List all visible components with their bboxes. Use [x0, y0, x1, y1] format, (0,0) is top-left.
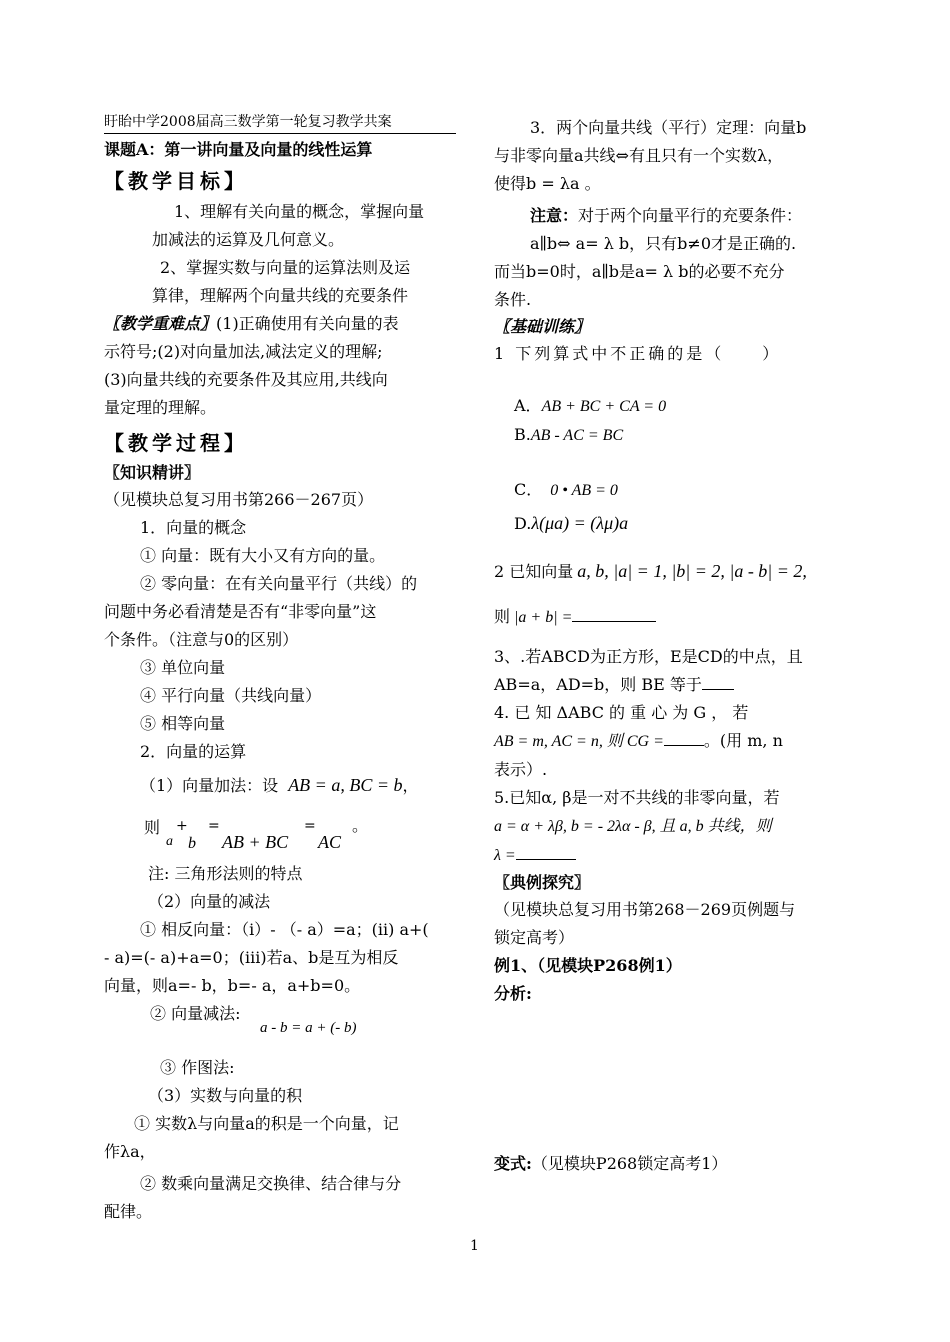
- add-expr: AB + BC: [222, 832, 289, 852]
- lesson-title: 课题A：第一讲向量及向量的线性运算: [104, 140, 373, 159]
- option-d-formula: λ(μa) = (λμ)a: [531, 513, 629, 533]
- addition-label: （1）向量加法：设: [140, 776, 279, 795]
- question-4-b: [494, 727, 850, 756]
- add-eq: =: [208, 818, 220, 834]
- process-title: 【教学过程】: [104, 431, 248, 455]
- option-d-label: D.: [514, 514, 532, 533]
- addition-setup-math: AB = a, BC = b: [288, 775, 403, 795]
- theorem-line-3: 使得b = λa 。: [494, 174, 601, 193]
- question-3-b: [494, 671, 850, 699]
- key-text-1: (1)正确使用有关向量的表: [216, 314, 399, 333]
- reference-1: （见模块总复习用书第266－267页）: [104, 490, 374, 509]
- scalar-product-3: ② 数乘向量满足交换律、结合律与分: [140, 1174, 402, 1193]
- question-5-c: [494, 841, 850, 870]
- subtraction-heading: （2）向量的减法: [148, 892, 271, 911]
- key-points-4: 量定理的理解。: [104, 398, 217, 417]
- addition-comma: ，: [402, 776, 419, 795]
- concept-zero-vector-2: 问题中务必看清楚是否有“非零向量”这: [104, 602, 377, 621]
- vector-subtraction: [104, 1000, 456, 1044]
- theorem-line-1: 3．两个向量共线（平行）定理：向量b: [530, 118, 807, 137]
- left-column: [104, 136, 456, 1226]
- answer-blank-5[interactable]: [516, 859, 576, 860]
- key-points-1: [104, 310, 456, 338]
- concept-parallel-vector: ④ 平行向量（共线向量）: [140, 686, 322, 705]
- question-5: 5.已知α, β是一对不共线的非零向量，若: [494, 788, 780, 807]
- question-2-formula: a, b, |a| = 1, |b| = 2, |a - b| = 2,: [577, 561, 807, 581]
- opposite-vector-1: ① 相反向量：（i）- （- a）=a；(ii) a+(: [140, 920, 429, 939]
- goal-1a: 1、理解有关向量的概念，掌握向量: [174, 202, 425, 221]
- add-result: AC: [318, 832, 342, 852]
- variant: [494, 1150, 850, 1178]
- key-points-3: (3)向量共线的充要条件及其应用,共线向: [104, 370, 388, 389]
- variant-label: 变式:: [494, 1154, 532, 1173]
- add-end: 。: [352, 816, 369, 835]
- example-1-text: （见模块P268例1）: [537, 956, 682, 975]
- example-1-label: 例1、: [494, 956, 538, 975]
- add-plus: +: [176, 818, 188, 834]
- question-2-label: 2 已知向量: [494, 562, 574, 581]
- triangle-note: 注: 三角形法则的特点: [148, 864, 303, 883]
- goal-2b: 算律，理解两个向量共线的充要条件: [152, 286, 409, 305]
- option-a-label: A．: [514, 396, 542, 415]
- opposite-vector-3: 向量，则a=- b，b=- a，a+b=0。: [104, 976, 361, 995]
- option-d: [494, 509, 850, 543]
- question-4-formula: AB = m, AC = n, 则 CG =: [494, 733, 664, 750]
- option-b: [494, 421, 850, 450]
- goal-1b: 加减法的运算及几何意义。: [152, 230, 345, 249]
- option-a: [494, 392, 850, 421]
- note-line-4: 条件.: [494, 290, 532, 309]
- subtraction-label: ② 向量减法:: [150, 1004, 241, 1023]
- add-b: b: [188, 835, 196, 852]
- scalar-product-4: 配律。: [104, 1202, 153, 1221]
- note-line-3: 而当b=0时，a∥b是a= λ b的必要不充分: [494, 262, 785, 281]
- scalar-product-2: 作λa，: [104, 1142, 156, 1161]
- question-2-answer-formula: |a + b| =: [514, 609, 573, 626]
- scalar-product-1: ① 实数λ与向量a的积是一个向量，记: [134, 1114, 399, 1133]
- note-text-1: 对于两个向量平行的充要条件：: [578, 206, 803, 225]
- option-c-formula: 0 • AB = 0: [550, 482, 618, 499]
- question-5-lambda: λ =: [494, 847, 516, 864]
- question-2-then: 则: [494, 607, 511, 626]
- option-c-label: C．: [514, 480, 543, 499]
- question-4-c: 表示）.: [494, 760, 548, 779]
- theorem-line-2: 与非零向量a共线⇔有且只有一个实数λ，: [494, 146, 784, 165]
- concept-zero-vector: ② 零向量：在有关向量平行（共线）的: [140, 574, 418, 593]
- question-2-answer: [494, 603, 850, 637]
- reference-2a: （见模块总复习用书第268－269页例题与: [494, 900, 796, 919]
- note-line-1: [494, 202, 850, 230]
- option-b-label: B.: [514, 425, 531, 444]
- scalar-product-heading: （3）实数与向量的积: [148, 1086, 303, 1105]
- examples-title: 〖典例探究〗: [494, 873, 591, 892]
- answer-blank-4[interactable]: [664, 745, 704, 746]
- key-points-label: 〖教学重难点〗: [104, 314, 217, 333]
- reference-2b: 锁定高考）: [494, 928, 575, 947]
- question-3: 3、.若ABCD为正方形，E是CD的中点，且: [494, 647, 803, 666]
- goals-title: 【教学目标】: [104, 169, 248, 193]
- right-column: [494, 114, 850, 1178]
- add-eq2: =: [304, 818, 316, 834]
- key-points-2: 示符号;(2)对向量加法,减法定义的理解;: [104, 342, 383, 361]
- goal-2a: 2、掌握实数与向量的运算法则及运: [160, 258, 411, 277]
- concept-heading: 1．向量的概念: [140, 518, 247, 537]
- question-3-text: AB=a，AD=b，则 BE 等于: [494, 675, 702, 694]
- example-1: [494, 952, 850, 980]
- knowledge-title: 〖知识精讲〗: [104, 463, 201, 482]
- analysis-label: 分析:: [494, 984, 532, 1003]
- concept-vector: ① 向量：既有大小又有方向的量。: [140, 546, 386, 565]
- then-label: 则: [144, 818, 161, 837]
- option-c: [494, 476, 850, 505]
- add-a: a: [166, 834, 173, 849]
- opposite-vector-2: - a)=(- a)+a=0；(iii)若a、b是互为相反: [104, 948, 399, 967]
- question-1: 1 下列算式中不正确的是（ ）: [494, 344, 782, 363]
- concept-zero-vector-3: 个条件。（注意与0的区别）: [104, 630, 299, 649]
- variant-text: （见模块P268锁定高考1）: [531, 1154, 728, 1173]
- answer-blank-3[interactable]: [702, 689, 734, 690]
- question-4: 4. 已 知 ΔABC 的 重 心 为 G ， 若: [494, 703, 749, 722]
- concept-unit-vector: ③ 单位向量: [140, 658, 226, 677]
- page-number: 1: [470, 1238, 479, 1254]
- basic-training-title: 〖基础训练〗: [494, 317, 591, 336]
- subtraction-formula: a - b = a + (- b): [260, 1020, 357, 1036]
- page-header: 盱眙中学2008届高三数学第一轮复习教学共案: [104, 112, 456, 134]
- drawing-method: ③ 作图法:: [160, 1058, 235, 1077]
- option-b-formula: AB - AC = BC: [530, 427, 624, 444]
- question-4-hint: 。(用 m, n: [703, 731, 783, 750]
- note-line-2: a∥b⇔ a= λ b，只有b≠0才是正确的.: [530, 234, 797, 253]
- question-5-b: [494, 812, 850, 841]
- vector-addition: [104, 766, 456, 804]
- concept-equal-vector: ⑤ 相等向量: [140, 714, 226, 733]
- question-2: [494, 557, 850, 597]
- question-5-formula: a = α + λβ, b = - 2λα - β, 且 a, b 共线，则: [494, 818, 772, 835]
- note-label: 注意：: [530, 206, 579, 225]
- operations-heading: 2．向量的运算: [140, 742, 247, 761]
- addition-result: [104, 804, 456, 854]
- option-a-formula: AB + BC + CA = 0: [541, 398, 667, 415]
- answer-blank-2[interactable]: [572, 621, 656, 622]
